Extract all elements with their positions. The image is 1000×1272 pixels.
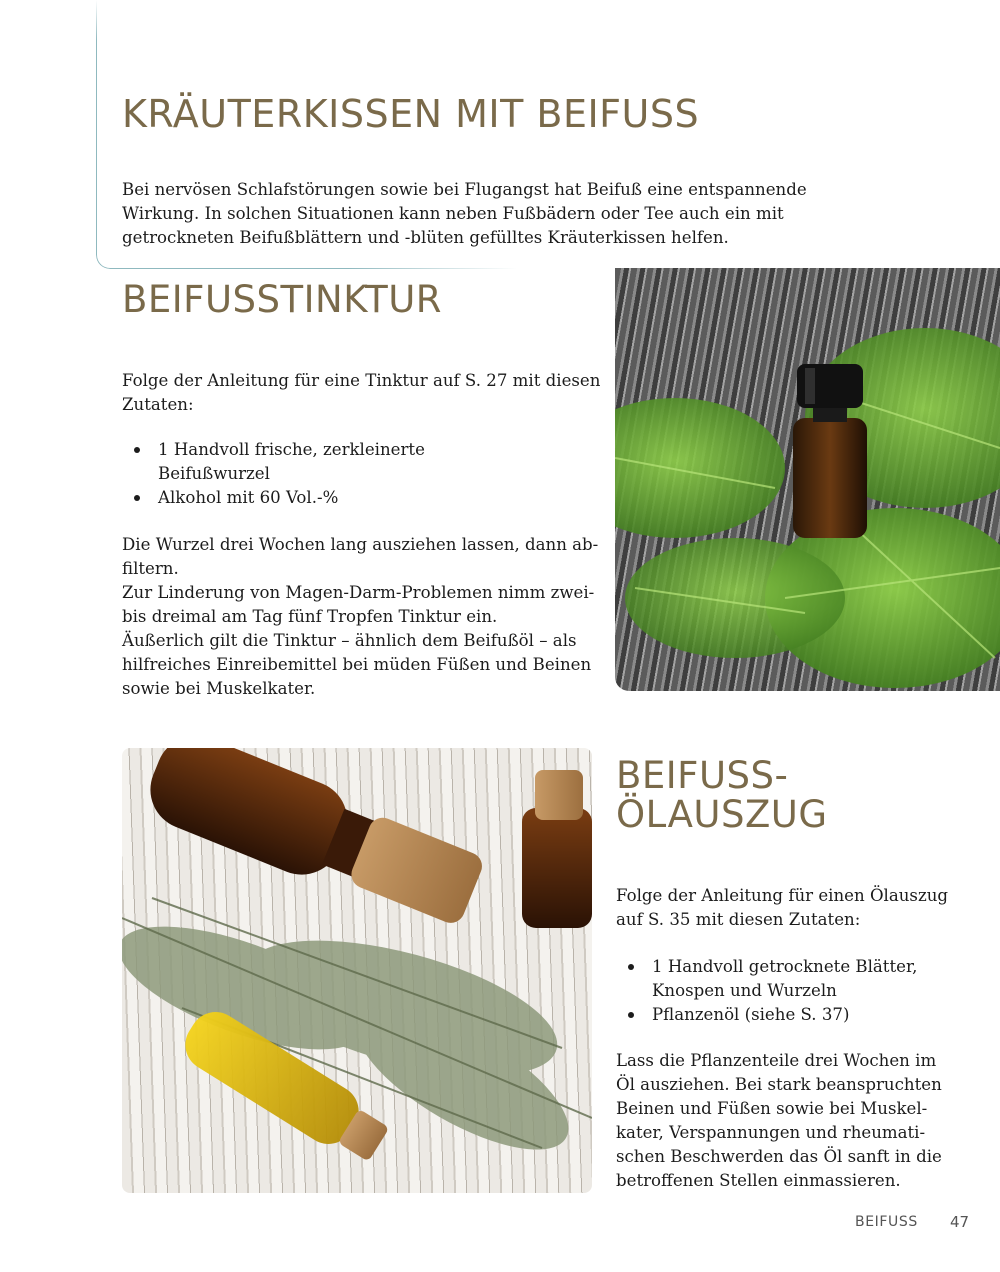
tinktur-ingredients-list xyxy=(122,438,602,510)
list-item: 1 Handvoll getrocknete Blätter, Knospen und Wurzeln xyxy=(616,955,976,1003)
photo-illustration xyxy=(615,268,1000,691)
list-item: Pflanzenöl (siehe S. 37) xyxy=(616,1003,976,1027)
heading-beifuss-oelauszug: BEIFUSS- ÖLAUSZUG xyxy=(616,754,828,836)
photo-illustration xyxy=(122,748,592,1193)
photo-dried-mugwort-bottles xyxy=(122,748,592,1193)
photo-fresh-mugwort-oil-bottle xyxy=(615,268,1000,691)
tinktur-body: Die Wurzel drei Wochen lang ausziehen lassen, dann ab- filtern. Zur Linderung von Magen-Darm-Problemen nimm zwei- bis dreimal am Tag fünf Tropfen Tinktur ein. Äußerlich gilt die Tinktur – ähnlich dem Beifußöl – als hilfreiches Einreibemittel bei müden Füßen und Beinen sowie bei Muskelkater. xyxy=(122,535,599,698)
kraeuterkissen-paragraph: Bei nervösen Schlafstörungen sowie bei Flugangst hat Beifuß eine entspannende Wirkung. In solchen Situationen kann neben Fußbädern oder Tee auch ein mit getrockneten Beifußblättern und -blüten gefülltes Kräuterkissen helfen. xyxy=(122,180,807,247)
page-number: 47 xyxy=(950,1213,970,1231)
heading-kraeuterkissen: KRÄUTERKISSEN MIT BEIFUSS xyxy=(122,92,700,136)
oelauszug-body: Lass die Pflanzenteile drei Wochen im Öl ausziehen. Bei stark beanspruchten Beinen und Füßen sowie bei Muskel- kater, Verspannungen und rheumati- schen Beschwerden das Öl sanft in die betroffenen Stellen einmassieren. xyxy=(616,1051,942,1190)
heading-beifusstinktur: BEIFUSSTINKTUR xyxy=(122,278,442,321)
oelauszug-intro: Folge der Anleitung für einen Ölauszug auf S. 35 mit diesen Zutaten: xyxy=(616,886,949,929)
list-item: 1 Handvoll frische, zerkleinerte Beifußwurzel xyxy=(122,438,602,486)
running-footer-label: BEIFUSS xyxy=(855,1214,918,1230)
oelauszug-ingredients-list xyxy=(616,955,976,1027)
list-item: Alkohol mit 60 Vol.-% xyxy=(122,486,602,510)
tinktur-intro: Folge der Anleitung für eine Tinktur auf S. 27 mit diesen Zutaten: xyxy=(122,371,601,414)
